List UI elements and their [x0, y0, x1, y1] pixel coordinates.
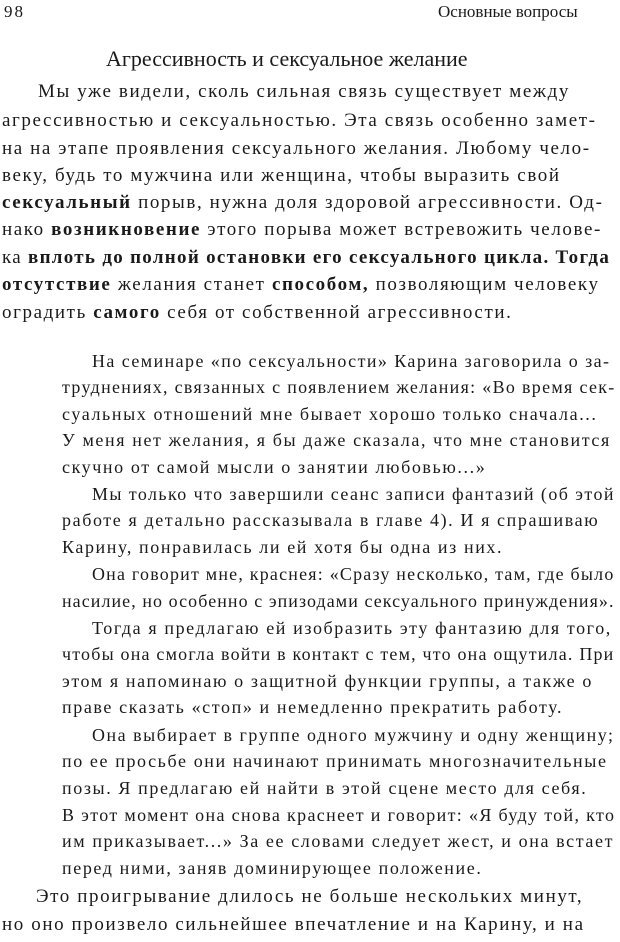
text-line	[2, 219, 602, 241]
text-line: им приказывает...» За ее словами следует жест, и она встает	[62, 831, 615, 852]
text-span: ка	[2, 246, 29, 268]
bold-term: вплоть до полной остановки его сексуального цикла. Тогда	[28, 246, 611, 268]
text-span: себя от собственной агрессивности.	[160, 301, 513, 323]
section-title: Агрессивность и сексуальное желание	[106, 46, 468, 71]
bold-term: сексуальный	[2, 191, 132, 213]
text-span: нако	[2, 219, 52, 241]
text-line	[2, 274, 600, 296]
page-number: 98	[4, 2, 25, 21]
text-line: чтобы она смогла войти в контакт с тем, что она ощутила. При	[62, 644, 615, 665]
text-span: позволяющим человеку	[369, 274, 600, 296]
text-line	[2, 302, 512, 324]
text-line: труднениях, связанных с появлением желания: «Во время сек-	[62, 377, 616, 398]
bold-term: возникновение	[51, 219, 202, 241]
bold-term: способом,	[271, 274, 370, 296]
text-line: работе я детально рассказывала в главе 4). И я спрашиваю	[62, 510, 600, 531]
text-line: позы. Я предлагаю ей найти в этой сцене место для себя.	[62, 778, 588, 798]
text-span: желания станет	[111, 274, 272, 296]
text-line: по ее просьбе они начинают принимать многозначительные	[62, 751, 608, 772]
text-line: Мы только что завершили сеанс записи фантазий (об этой	[92, 483, 615, 504]
text-line: На семинаре «по сексуальности» Карина заговорила о за-	[92, 350, 611, 371]
bold-term: самого	[93, 301, 161, 323]
text-line: Она говорит мне, краснея: «Сразу несколько, там, где было	[92, 564, 615, 585]
text-line: перед ними, заняв доминирующее положение.	[62, 857, 483, 878]
text-line: суальных отношений мне бывает хорошо только сначала...	[62, 403, 598, 424]
text-line: агрессивностью и сексуальностью. Эта связь особенно замет-	[2, 110, 597, 132]
text-line: Тогда я предлагаю ей изобразить эту фантазию для того,	[92, 617, 612, 638]
text-line: Она выбирает в группе одного мужчину и одну женщину;	[92, 724, 615, 745]
text-line	[2, 192, 604, 214]
running-head: Основные вопросы	[438, 2, 578, 21]
text-line: этом я напоминаю о защитной функции группы, а также о	[62, 670, 593, 691]
bold-term: отсутствие	[2, 274, 112, 296]
text-line: У меня нет желания, я бы даже сказала, что мне становится	[62, 430, 611, 451]
text-line: Карину, понравилась ли ей хотя бы одна из них.	[62, 536, 504, 557]
text-span: порыв, нужна доля здоровой агрессивности. Од-	[131, 191, 604, 213]
text-line: скучно от самой мысли о занятии любовью...»	[62, 457, 487, 477]
text-line: праве сказать «стоп» и немедленно прекратить работу.	[62, 697, 564, 718]
text-line: насилие, но особенно с эпизодами сексуального принуждения».	[62, 590, 615, 611]
text-span: этого порыва может встревожить челове-	[201, 219, 602, 241]
text-line: но оно произвело сильнейшее впечатление и на Карину, и на	[2, 913, 585, 935]
text-line: Это проигрывание длилось не больше нескольких минут,	[36, 886, 584, 908]
text-line: В этот момент она снова краснеет и говорит: «Я буду той, кто	[62, 804, 616, 825]
text-line	[2, 247, 610, 269]
text-span: оградить	[2, 301, 94, 323]
text-line: веку, будь то мужчина или женщина, чтобы выразить свой	[2, 165, 561, 187]
text-line: Мы уже видели, сколь сильная связь существует между	[38, 80, 570, 102]
text-line: на на этапе проявления сексуального желания. Любому чело-	[2, 137, 591, 159]
